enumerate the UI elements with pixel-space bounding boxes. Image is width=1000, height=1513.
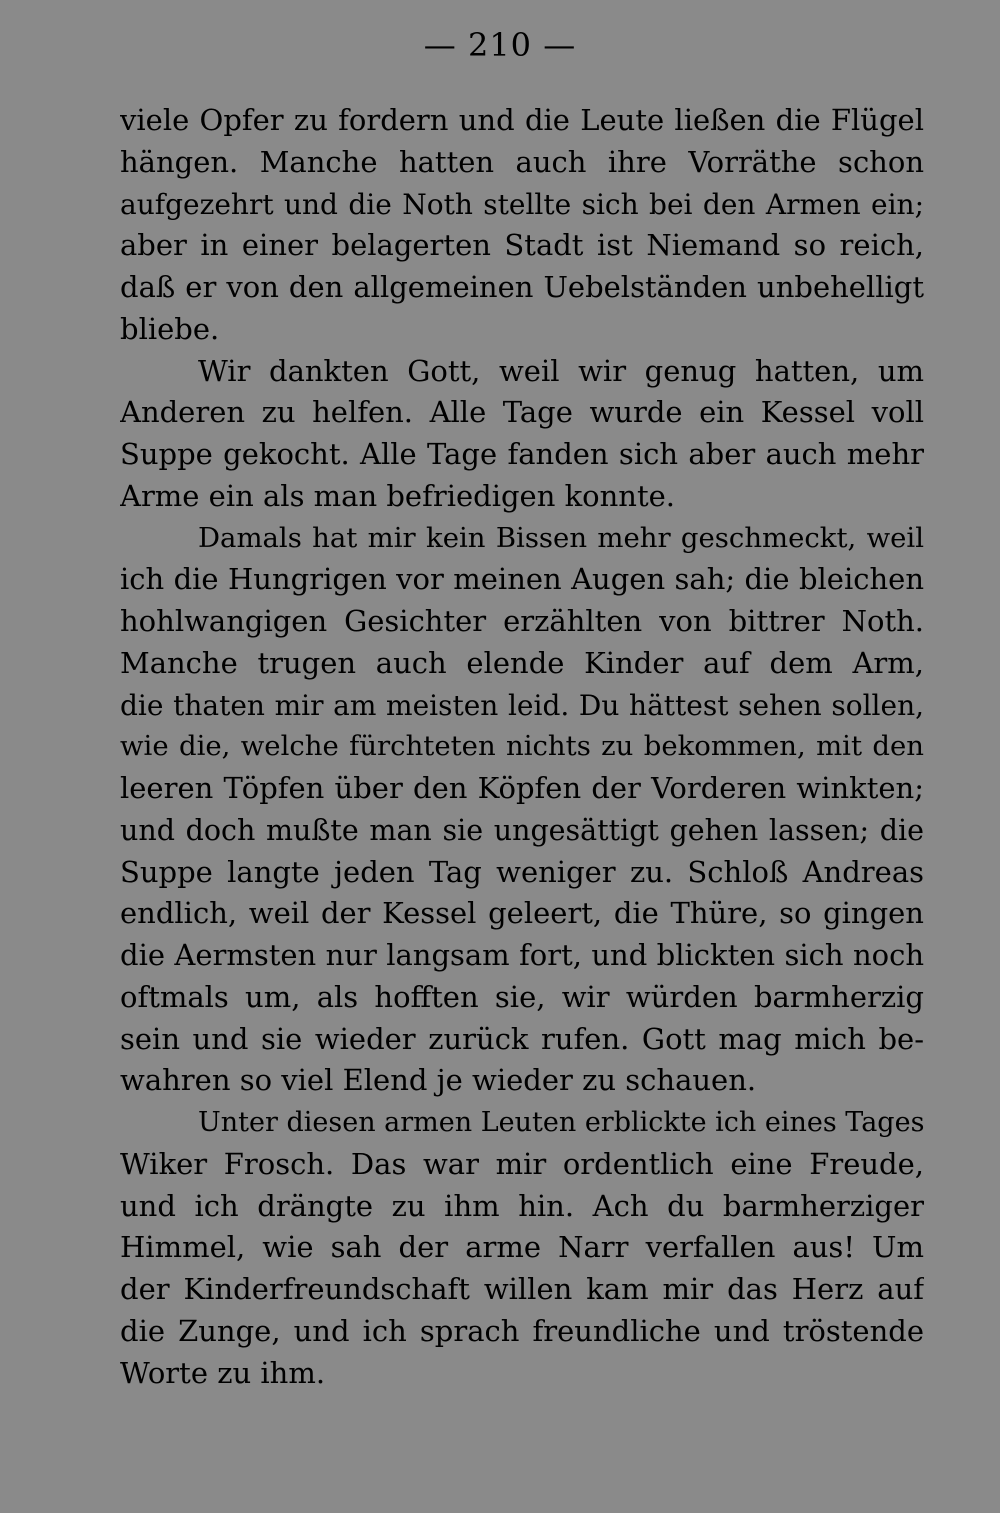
- text-line: endlich, weil der Kessel geleert, die Thüre, so gingen: [120, 896, 924, 931]
- text-line: der Kinderfreundschaft willen kam mir das Herz auf: [120, 1272, 924, 1306]
- page-number: — 210 —: [423, 26, 577, 64]
- text-line: die Zunge, und ich sprach freundliche und tröstende: [120, 1313, 924, 1348]
- text-line: Himmel, wie sah der arme Narr verfallen aus! Um: [120, 1230, 924, 1265]
- text-line: Suppe gekocht. Alle Tage fanden sich aber auch mehr: [120, 437, 924, 471]
- body-text: [120, 100, 924, 1394]
- text-line: aber in einer belagerten Stadt ist Niemand so reich,: [120, 228, 924, 263]
- text-line: daß er von den allgemeinen Uebelständen unbehelligt: [120, 270, 924, 304]
- text-line: hängen. Manche hatten auch ihre Vorräthe schon: [120, 144, 924, 179]
- text-line: bliebe.: [120, 311, 220, 346]
- text-line: viele Opfer zu fordern und die Leute ließen die Flügel: [120, 103, 924, 137]
- text-line: sein und sie wieder zurück rufen. Gott mag mich be-: [120, 1021, 924, 1056]
- text-line: Worte zu ihm.: [120, 1355, 326, 1390]
- text-line: wie die, welche fürchteten nichts zu bekommen, mit den: [120, 730, 924, 763]
- text-line: Unter diesen armen Leuten erblickte ich eines Tages: [198, 1107, 924, 1138]
- text-line: hohlwangigen Gesichter erzählten von bittrer Noth.: [120, 604, 924, 638]
- text-line: Manche trugen auch elende Kinder auf dem Arm,: [120, 645, 924, 680]
- text-line: Arme ein als man befriedigen konnte.: [120, 478, 676, 513]
- text-line: aufgezehrt und die Noth stellte sich bei den Armen ein;: [120, 187, 924, 221]
- text-line: oftmals um, als hofften sie, wir würden barmherzig: [120, 979, 924, 1014]
- text-line: Wir dankten Gott, weil wir genug hatten, um: [198, 353, 924, 388]
- text-line: leeren Töpfen über den Köpfen der Vorderen winkten;: [120, 771, 924, 805]
- text-line: ich die Hungrigen vor meinen Augen sah; die bleichen: [120, 562, 924, 597]
- text-line: Wiker Frosch. Das war mir ordentlich eine Freude,: [120, 1146, 924, 1181]
- text-line: Suppe langte jeden Tag weniger zu. Schloß Andreas: [120, 854, 924, 889]
- text-line: und doch mußte man sie ungesättigt gehen lassen; die: [120, 813, 924, 847]
- text-line: die Aermsten nur langsam fort, und blickten sich noch: [120, 938, 924, 972]
- text-line: die thaten mir am meisten leid. Du hättest sehen sollen,: [120, 688, 924, 722]
- text-line: Anderen zu helfen. Alle Tage wurde ein Kessel voll: [120, 395, 924, 430]
- text-line: wahren so viel Elend je wieder zu schauen.: [120, 1063, 757, 1098]
- text-line: und ich drängte zu ihm hin. Ach du barmherziger: [120, 1188, 924, 1223]
- text-line: Damals hat mir kein Bissen mehr geschmeckt, weil: [198, 521, 924, 554]
